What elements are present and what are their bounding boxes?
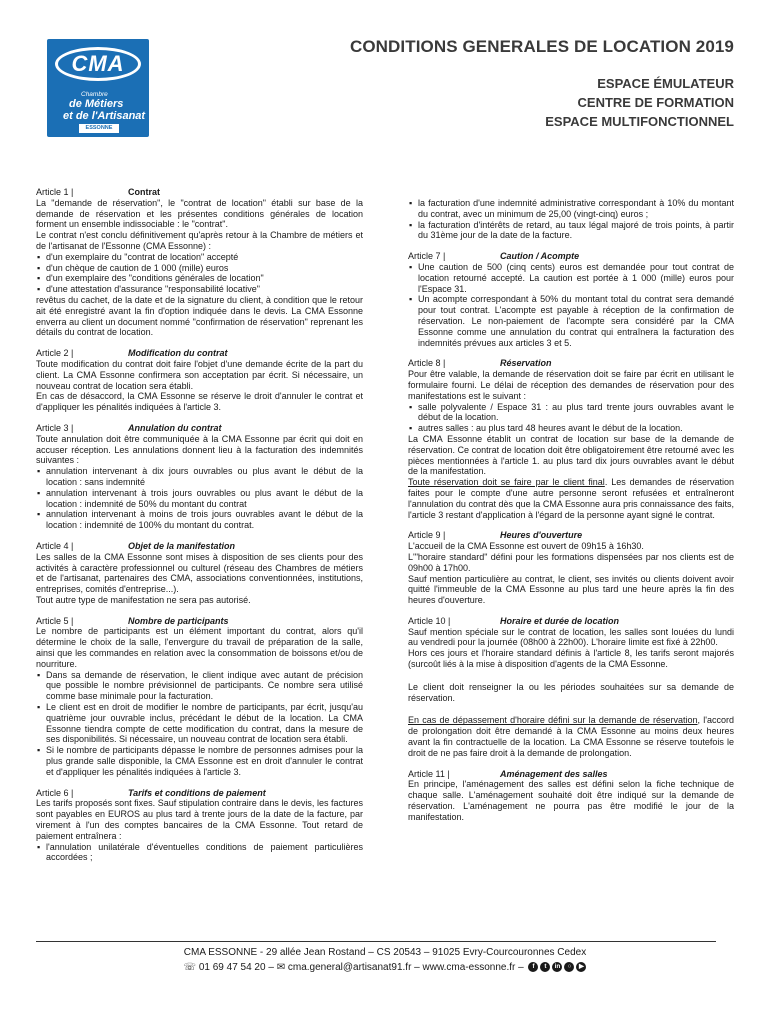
article-number: Article 11 | [408, 768, 450, 779]
article-title: Réservation [500, 358, 552, 369]
paragraph: Hors ces jours et l'horaire standard définis à l'article 8, les tarifs seront majorés (surcoût liés à la mise à disposition d'agents de la CMA Essonne. [408, 648, 734, 670]
paragraph: Le contrat n'est conclu définitivement qu'après retour à la Chambre de métiers et de l'artisanat de l'Essonne (CMA Essonne) : [36, 230, 363, 251]
article-number: Article 10 | [408, 615, 451, 626]
article-9 [408, 530, 734, 606]
article-title: Modification du contrat [128, 348, 228, 359]
list-item: ▪ annulation intervenant à trois jours ouvrables ou plus avant le début de la location : indemnité de 50% du montant du contrat [36, 488, 363, 510]
document-title: CONDITIONS GENERALES DE LOCATION 2019 [349, 37, 734, 56]
list-item: ▪ Une caution de 500 (cinq cents) euros est demandée pour tout contrat de location retourné accepté. La caution est portée à 1 000 (mille) euros pour l'Espace 31. [408, 262, 734, 294]
logo-line3: et de l'Artisanat [63, 110, 146, 122]
article-heading [408, 530, 734, 541]
twitter-icon[interactable]: t [540, 962, 550, 972]
left-column [36, 187, 363, 873]
paragraph: Les tarifs proposés sont fixes. Sauf stipulation contraire dans le devis, les factures sont payables en EUROS au plus tard à trente jours de la date de la facture, par virement à l'un des comptes bancaires de la CMA Essonne. Tout retard de paiement entraînera : [36, 798, 363, 841]
logo-line1: Chambre [81, 91, 108, 98]
paragraph: Toute annulation doit être communiquée à la CMA Essonne par écrit qui doit en accuser réception. Les annulations donnent lieu à la facturation des indemnités suivantes : [36, 433, 363, 466]
article-number: Article 1 | [36, 187, 74, 197]
paragraph: Sauf mention particulière au contrat, le client, ses invités ou clients doivent avoir quitté l'immeuble de la CMA Essonne au plus tard une heure après la fin des heures d'ouverture. [408, 573, 734, 606]
bullet-list [36, 842, 363, 864]
cma-logo [47, 39, 149, 137]
article-11 [408, 769, 734, 823]
article-6 [36, 788, 363, 864]
paragraph: Sauf mention spéciale sur le contrat de location, les salles sont louées du lundi au vendredi pour la journée (08h00 à 22h00). L'horaire limite est fixé à 22h00. [408, 626, 734, 648]
list-item: ▪ d'un exemplaire des "conditions générales de location" [36, 273, 363, 284]
article-number: Article 9 | [408, 530, 446, 541]
paragraph-rest: , l'accord de prolongation doit être demandé à la CMA Essonne au moins deux heures avant la fin contractuelle de la location. La CMA Essonne se réserve toutefois le droit de ne pas faire droit à la demande de prolongation. [408, 715, 735, 758]
logo-line2: de Métiers [69, 98, 124, 110]
article-title: Nombre de participants [128, 615, 229, 626]
footer-email[interactable]: cma.general@artisanat91.fr [287, 962, 412, 973]
phone-icon: ☏ [183, 962, 197, 973]
article-8 [408, 358, 734, 520]
spacer [408, 703, 734, 715]
article-number: Article 5 | [36, 615, 74, 626]
article-heading [36, 616, 363, 627]
article-number: Article 6 | [36, 787, 74, 798]
list-item: ▪ Le client est en droit de modifier le nombre de participants, par écrit, jusqu'au quatrième jour ouvrable inclus, précédant le début de la location. La CMA Essonne tiendra compte de cette modification du contrat, dans la mesure de ses disponibilités. Si nécessaire, un nouveau contrat de location sera établi. [36, 702, 363, 745]
facebook-icon[interactable]: f [528, 962, 538, 972]
list-item: ▪ Si le nombre de participants dépasse le nombre de personnes admises pour la plus grande salle disponible, la CMA Essonne est en droit d'annuler le contrat et d'appliquer les pénalités indiquées à l'article 3. [36, 745, 363, 777]
paragraph: En principe, l'aménagement des salles est défini selon la fiche technique de chaque salle. L'aménagement souhaité doit être indiqué sur la demande de réservation. L'aménagement ne pourra pas être modifié le jour de la manifestation. [408, 779, 734, 822]
article-2 [36, 348, 363, 413]
article-title: Annulation du contrat [128, 422, 222, 433]
instagram-icon[interactable]: ○ [564, 962, 574, 972]
subtitle-2: CENTRE DE FORMATION [577, 95, 734, 110]
paragraph: La CMA Essonne établit un contrat de location sur base de la demande de réservation. Ce contrat de location doit être obligatoirement être retourné avec les pièces mentionnées à l'article 1. au plus tard dix jours ouvrables avant le début de la manifestation. [408, 433, 734, 477]
footer-divider [36, 941, 716, 942]
paragraph [408, 715, 734, 758]
logo-abbr: CMA [71, 51, 125, 76]
article-7 [408, 251, 734, 348]
paragraph: Toute modification du contrat doit faire l'objet d'une demande écrite de la part du client. La CMA Essonne confirmera son acceptation par écrit. Si nécessaire, un nouveau contrat de location sera établi. [36, 358, 363, 391]
youtube-icon[interactable]: ▶ [576, 962, 586, 972]
envelope-icon: ✉ [276, 962, 286, 973]
paragraph: En cas de désaccord, la CMA Essonne se réserve le droit d'annuler le contrat et d'appliquer les pénalités indiquées à l'article 3. [36, 391, 363, 413]
article-title: Heures d'ouverture [500, 530, 583, 541]
footer-website[interactable]: www.cma-essonne.fr [422, 962, 516, 973]
paragraph: La "demande de réservation", le "contrat de location" établi sur base de la demande de réservation et les présentes conditions générales de location forment un ensemble indissociable : le "contrat". [36, 197, 363, 230]
underlined-text: En cas de dépassement d'horaire défini sur la demande de réservation [408, 715, 698, 726]
list-item: ▪ la facturation d'intérêts de retard, au taux légal majoré de trois points, à partir du 31ème jour de la date de la facture. [408, 220, 734, 242]
article-title: Horaire et durée de location [500, 615, 620, 626]
underlined-text: Toute réservation doit se faire par le client final [408, 477, 605, 488]
bullet-list [36, 670, 363, 778]
paragraph: L'accueil de la CMA Essonne est ouvert de 09h15 à 16h30. [408, 541, 644, 552]
article-5 [36, 616, 363, 778]
separator: – [515, 962, 527, 973]
list-item: ▪ d'un chèque de caution de 1 000 (mille) euros [36, 263, 363, 274]
article-heading [36, 423, 363, 434]
list-item: ▪ l'annulation unilatérale d'éventuelles conditions de paiement particulières accordées ; [36, 842, 363, 864]
paragraph-rest: . Les demandes de réservation faites pour le compte d'une autre personne seront refusées et entraîneront l'annulation du contrat dès que la CMA Essonne aura pris connaissance des faits, l'article 3 restant d'application à l'égard de la personne ayant signé le contrat. [408, 477, 734, 520]
article-heading [36, 788, 363, 799]
article-number: Article 7 | [408, 251, 446, 262]
linkedin-icon[interactable]: in [552, 962, 562, 972]
document-subtitles [545, 74, 734, 131]
subtitle-3: ESPACE MULTIFONCTIONNEL [545, 114, 734, 129]
right-column [408, 198, 734, 833]
separator: – [411, 962, 423, 973]
bullet-list [408, 262, 734, 348]
article-title: Aménagement des salles [500, 768, 608, 779]
list-item: ▪ la facturation d'une indemnité administrative correspondant à 10% du montant du contrat, avec un minimum de 25,00 (vingt-cinq) euros ; [408, 198, 734, 220]
article-heading [408, 251, 734, 262]
paragraph: L'"horaire standard" défini pour les formations dispensées par nos clients est de 09h00 à 17h00. [408, 551, 734, 573]
article-heading [36, 187, 363, 198]
article-10 [408, 616, 734, 759]
article-number: Article 4 | [36, 540, 74, 551]
article-4 [36, 541, 363, 606]
paragraph: Le nombre de participants est un élément important du contrat, alors qu'il détermine le choix de la salle, l'envergure du travail de préparation de la salle, ainsi que les commandes en relation avec la consommation de boissons et/ou de nourriture. [36, 626, 363, 669]
article-6-continued [408, 198, 734, 241]
bullet-list [36, 252, 363, 295]
paragraph: Les salles de la CMA Essonne sont mises à disposition de ses clients pour des activités à caractère professionnel ou culturel (réseau des Chambres de métiers et de l'artisanat, partenaires des CMA, associations conventionnées, institutions, entreprises, comités d'entreprise...). [36, 551, 363, 595]
list-item: ▪ d'un exemplaire du "contrat de location" accepté [36, 252, 363, 263]
bullet-list [408, 198, 734, 241]
article-1 [36, 187, 363, 338]
list-item: ▪ autres salles : au plus tard 48 heures avant le début de la location. [408, 423, 734, 434]
footer-contacts [0, 962, 770, 973]
article-3 [36, 423, 363, 531]
subtitle-1: ESPACE ÉMULATEUR [597, 76, 734, 91]
paragraph: Le client doit renseigner la ou les périodes souhaitées sur sa demande de réservation. [408, 681, 734, 703]
bullet-list [408, 402, 734, 434]
article-title: Caution / Acompte [500, 251, 580, 262]
article-heading [36, 541, 363, 552]
list-item: ▪ annulation intervenant à moins de trois jours ouvrables avant le début de la location : indemnité de 100% du montant du contrat. [36, 509, 363, 531]
list-item: ▪ annulation intervenant à dix jours ouvrables ou plus avant le début de la location : sans indemnité [36, 466, 363, 488]
list-item: ▪ d'une attestation d'assurance "responsabilité locative" [36, 284, 363, 295]
paragraph: Tout autre type de manifestation ne sera pas autorisé. [36, 594, 251, 605]
article-heading [36, 348, 363, 359]
article-number: Article 8 | [408, 358, 446, 369]
paragraph: revêtus du cachet, de la date et de la signature du client, à condition que le retour ait été enregistré avant la fin d'option indiquée dans le devis. La CMA Essonne enverra au client un document nommé "confirmation de réservation" reprenant les détails du contrat de location. [36, 294, 363, 338]
article-number: Article 3 | [36, 422, 74, 433]
paragraph [408, 477, 734, 520]
article-heading [408, 769, 734, 780]
article-title: Contrat [128, 187, 160, 197]
paragraph: Pour être valable, la demande de réservation doit se faire par écrit en utilisant le formulaire fourni. Le délai de réception des demandes de réservation pour des manifestations est le suivant : [408, 369, 734, 401]
logo-dept: ESSONNE [79, 124, 119, 133]
article-heading [408, 358, 734, 369]
spacer [408, 670, 734, 682]
article-title: Tarifs et conditions de paiement [128, 787, 266, 798]
article-number: Article 2 | [36, 348, 74, 359]
list-item: ▪ salle polyvalente / Espace 31 : au plus tard trente jours ouvrables avant le début de la location. [408, 402, 734, 424]
list-item: ▪ Dans sa demande de réservation, le client indique avec autant de précision que possible le nombre prévisionnel de participants. Ce nombre sera utilisé comme base minimale pour la facturation. [36, 670, 363, 702]
article-title: Objet de la manifestation [128, 540, 236, 551]
footer-phone[interactable]: 01 69 47 54 20 [198, 962, 266, 973]
footer-address: CMA ESSONNE - 29 allée Jean Rostand – CS 20543 – 91025 Evry-Courcouronnes Cedex [183, 947, 587, 958]
separator: – [265, 962, 277, 973]
article-heading [408, 616, 734, 627]
list-item: ▪ Un acompte correspondant à 50% du montant total du contrat sera demandé pour tout contrat. L'acompte est payable à réception de la confirmation de réservation. Le non-paiement de l'acompte sera considéré par la CMA Essonne comme une annulation du contrat qui entraînera la facturation des indemnités prévues aux articles 3 et 5. [408, 294, 734, 348]
bullet-list [36, 466, 363, 531]
